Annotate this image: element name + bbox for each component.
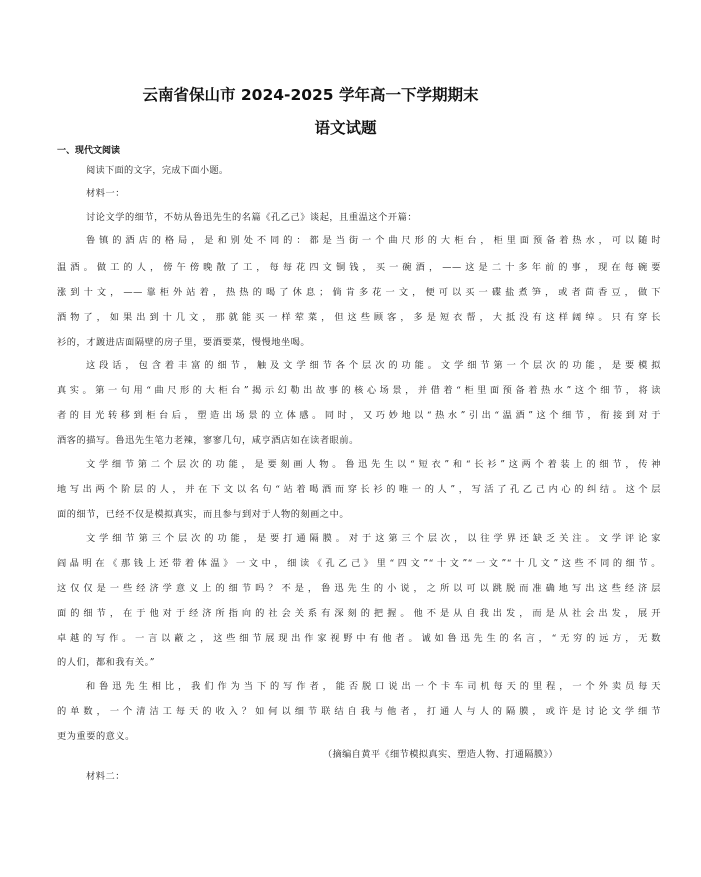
paragraph-line: 真实。第一句用“曲尺形的大柜台”揭示幻勒出故事的核心场景，并借着“柜里面预备着热水”这个细节，将读 — [57, 385, 661, 396]
paragraph-line: 文学细节第二个层次的功能，是要刻画人物。鲁迅先生以“短衣”和“长衫”这两个着装上的细节，传神 — [86, 459, 661, 470]
paragraph-line: 和鲁迅先生相比，我们作为当下的写作者，能否脱口说出一个卡车司机每天的里程，一个外卖员每天 — [86, 681, 661, 692]
paragraph-line: 的人们，都和我有关。” — [57, 657, 156, 668]
paragraph-line: 阎晶明在《那钱上还带着体温》一文中，细读《孔乙己》里“四文”“十文”“一文”“十几文”这些不同的细节。 — [57, 558, 661, 569]
instruction: 阅读下面的文字，完成下面小题。 — [86, 165, 229, 176]
paragraph-line: 者的目光转移到柜台后，塑造出场景的立体感。同时，又巧妙地以“热水”引出“温酒”这个细节，衔接到对于 — [57, 410, 661, 421]
material-label: 材料一： — [86, 188, 125, 199]
doc-subtitle: 语文试题 — [314, 119, 377, 137]
paragraph-line: 更为重要的意义。 — [57, 731, 135, 742]
paragraph-line: 衫的，才踱进店面隔壁的房子里，要酒要菜，慢慢地坐喝。 — [57, 337, 311, 348]
paragraph-line: 酒物了，如果出到十几文，那就能买一样荤菜，但这些顾客，多是短衣帮，大抵没有这样阔绰。只有穿长 — [57, 312, 661, 323]
paragraph-line: 面的细节，在于他对于经济所指向的社会关系有深刻的把握。他不是从自我出发，而是从社会出发，展开 — [57, 608, 661, 619]
paragraph-line: 涨到十文，——靠柜外站着，热热的喝了休息；倘肯多花一文，便可以买一碟盐煮笋，或者茴香豆，做下 — [57, 287, 661, 298]
paragraph-line: 讨论文学的细节，不妨从鲁迅先生的名篇《孔乙己》谈起，且重温这个开篇： — [86, 212, 418, 223]
paragraph-line: 这段话，包含着丰富的细节，触及文学细节各个层次的功能。文学细节第一个层次的功能，是要模拟 — [86, 360, 661, 371]
paragraph-line: 鲁镇的酒店的格局，是和别处不同的：都是当街一个曲尺形的大柜台，柜里面预备着热水，可以随时 — [86, 235, 661, 246]
paragraph-line: 地写出两个阶层的人，并在下文以名句“站着喝酒而穿长衫的唯一的人”，写活了孔乙己内心的纠结。这个层 — [57, 484, 661, 495]
doc-title: 云南省保山市 2024-2025 学年高一下学期期末 — [142, 86, 479, 104]
paragraph-line: 的单数，一个清洁工每天的收入？如何以细节联结自我与他者，打通人与人的隔膜，或许是讨论文学细节 — [57, 706, 661, 717]
paragraph-line: 这仅仅是一些经济学意义上的细节吗？不是，鲁迅先生的小说，之所以可以跳脱而准确地写出这些经济层 — [57, 583, 661, 594]
paragraph-line: 面的细节，已经不仅是模拟真实，而且参与到对于人物的刻画之中。 — [57, 509, 350, 520]
paragraph-line: 文学细节第三个层次的功能，是要打通隔膜。对于这第三个层次，以往学界还缺乏关注。文学评论家 — [86, 533, 661, 544]
source-citation: （摘编自黄平《细节模拟真实、塑造人物、打通隔膜》） — [322, 749, 558, 760]
section-heading: 一、现代文阅读 — [57, 146, 121, 156]
paragraph-line: 酒客的描写。鲁迅先生笔力老辣，寥寥几句，咸亨酒店如在读者眼前。 — [57, 435, 359, 446]
material-label: 材料二： — [86, 771, 125, 782]
paragraph-line: 温酒。做工的人，傍午傍晚散了工，每每花四文铜钱，买一碗酒，——这是二十多年前的事，现在每碗要 — [57, 262, 661, 273]
paragraph-line: 卓越的写作。一言以蔽之，这些细节展现出作家视野中有他者。诚如鲁迅先生的名言，“无穷的远方，无数 — [57, 633, 661, 644]
